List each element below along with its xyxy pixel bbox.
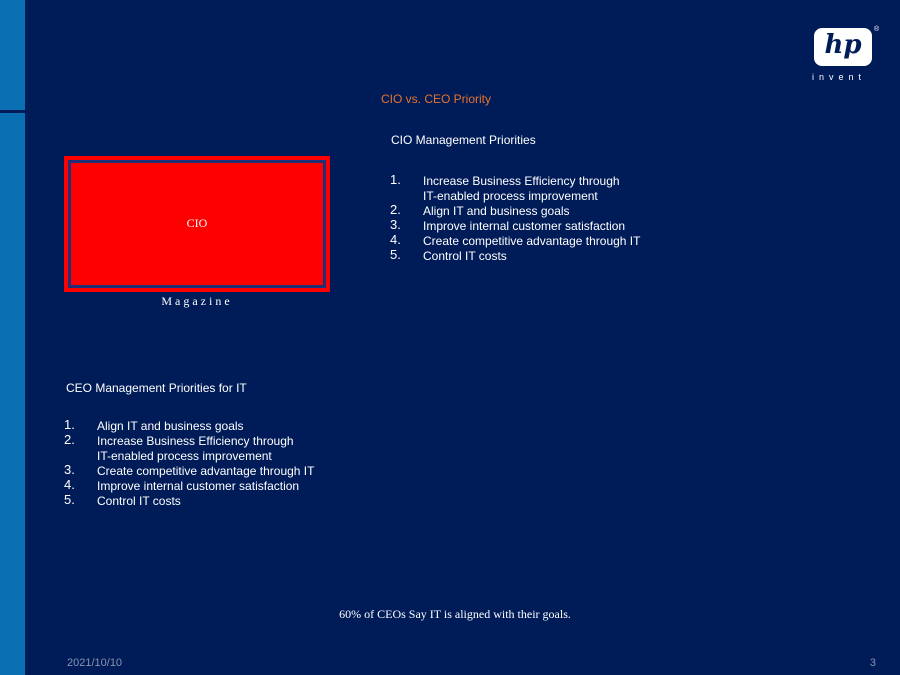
list-item-text: Improve internal customer satisfaction bbox=[97, 479, 300, 493]
slide-title: CIO vs. CEO Priority bbox=[381, 92, 492, 106]
side-accent-bar bbox=[0, 0, 25, 675]
cio-priorities-list bbox=[390, 174, 680, 264]
list-item-text: Control IT costs bbox=[97, 494, 181, 508]
page-number: 3 bbox=[869, 657, 876, 669]
list-item-text: Align IT and business goals bbox=[423, 204, 570, 218]
alignment-footnote: 60% of CEOs Say IT is aligned with their goals. bbox=[339, 607, 571, 621]
cio-magazine-cover bbox=[64, 156, 330, 292]
cio-priorities-heading: CIO Management Priorities bbox=[391, 133, 536, 147]
list-item bbox=[64, 464, 354, 479]
logo-tagline: invent bbox=[812, 72, 867, 82]
ceo-priorities-heading: CEO Management Priorities for IT bbox=[66, 381, 247, 395]
list-item-text: Increase Business Efficiency through bbox=[97, 434, 294, 448]
list-item bbox=[64, 434, 354, 464]
list-item-number: 2. bbox=[390, 202, 401, 217]
list-item-text-continued: IT-enabled process improvement bbox=[423, 189, 598, 203]
list-item-text: Create competitive advantage through IT bbox=[423, 234, 641, 248]
list-item bbox=[64, 419, 354, 434]
list-item bbox=[390, 234, 680, 249]
list-item bbox=[64, 479, 354, 494]
side-accent-divider bbox=[0, 110, 25, 113]
logo-registered-mark: ® bbox=[874, 26, 880, 33]
list-item-number: 1. bbox=[390, 172, 401, 187]
list-item bbox=[64, 494, 354, 509]
list-item-number: 3. bbox=[64, 462, 75, 477]
list-item-text: Align IT and business goals bbox=[97, 419, 244, 433]
list-item-text: Control IT costs bbox=[423, 249, 507, 263]
magazine-label: CIO bbox=[186, 216, 208, 230]
ceo-priorities-list bbox=[64, 419, 354, 509]
hp-logo bbox=[808, 24, 882, 84]
list-item-number: 5. bbox=[390, 247, 401, 262]
list-item bbox=[390, 174, 680, 204]
list-item-text: Create competitive advantage through IT bbox=[97, 464, 315, 478]
list-item-number: 5. bbox=[64, 492, 75, 507]
list-item-number: 4. bbox=[390, 232, 401, 247]
list-item bbox=[390, 219, 680, 234]
list-item-number: 4. bbox=[64, 477, 75, 492]
magazine-caption: Magazine bbox=[161, 294, 233, 308]
list-item-text-continued: IT-enabled process improvement bbox=[97, 449, 272, 463]
footer-date: 2021/10/10 bbox=[67, 657, 123, 669]
list-item-text: Improve internal customer satisfaction bbox=[423, 219, 626, 233]
list-item-number: 2. bbox=[64, 432, 75, 447]
logo-mark: hp bbox=[824, 30, 862, 60]
list-item bbox=[390, 249, 680, 264]
list-item bbox=[390, 204, 680, 219]
list-item-text: Increase Business Efficiency through bbox=[423, 174, 620, 188]
list-item-number: 1. bbox=[64, 417, 75, 432]
list-item-number: 3. bbox=[390, 217, 401, 232]
